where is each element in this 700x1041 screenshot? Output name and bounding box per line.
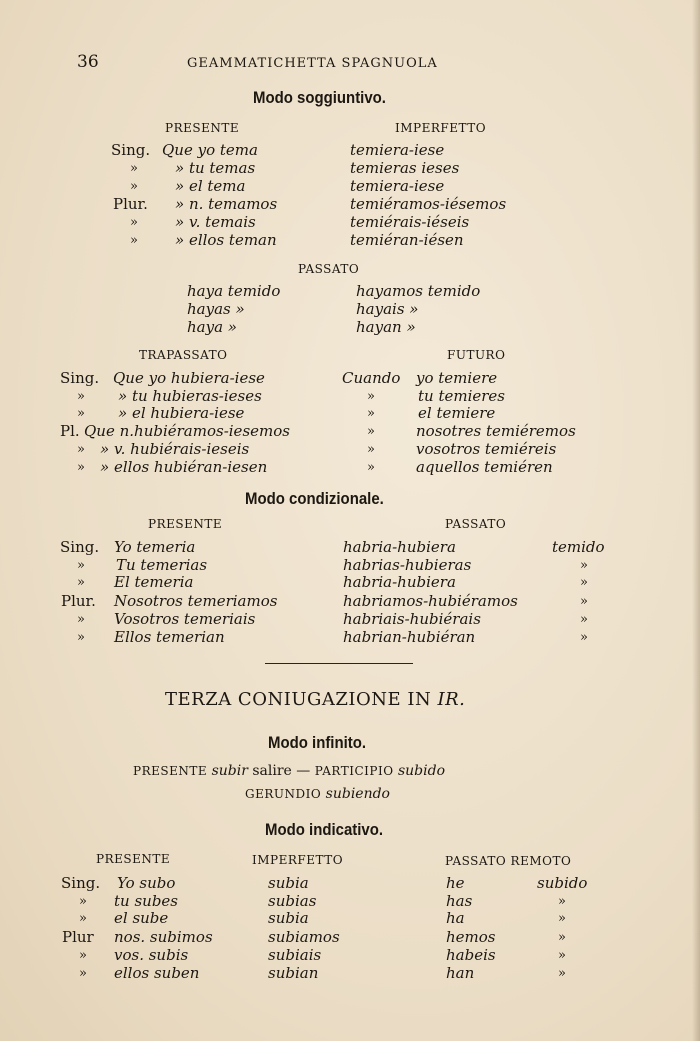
soggiuntivo-heading: Modo soggiuntivo. xyxy=(253,88,386,107)
passato-left: haya » xyxy=(187,318,237,336)
row-presente: el sube xyxy=(114,909,169,927)
condizionale-passato-label: PASSATO xyxy=(445,517,507,531)
running-title: GEAMMATICHETTA SPAGNUOLA xyxy=(187,56,438,71)
row-mark: » xyxy=(130,233,138,248)
row-end: » xyxy=(580,630,588,645)
soggiuntivo-imperfetto-label: IMPERFETTO xyxy=(395,121,487,135)
row-presente: nos. subimos xyxy=(114,928,213,946)
row-end: » xyxy=(580,575,588,590)
row-mark: Plur xyxy=(62,928,94,946)
infinito-line xyxy=(133,763,445,779)
infinito-heading: Modo infinito. xyxy=(268,733,367,752)
row-mark: Sing. xyxy=(61,874,101,892)
row-mark: » xyxy=(77,406,85,421)
presente-label: PRESENTE xyxy=(133,764,208,778)
futuro-label: FUTURO xyxy=(447,348,506,362)
row-mark: Sing. xyxy=(111,141,151,159)
row-imperfetto: subiais xyxy=(268,946,322,964)
row-end: » xyxy=(580,594,588,609)
section-divider xyxy=(265,663,413,664)
row-aux: han xyxy=(446,964,475,982)
condizionale-participle: temido xyxy=(552,538,605,556)
page-number: 36 xyxy=(77,52,99,72)
row-mark: » xyxy=(79,948,87,963)
row-text: » n. temamos xyxy=(175,195,278,213)
row-text: nosotres temiéremos xyxy=(416,422,576,440)
gerundio-word: subiendo xyxy=(325,786,390,802)
row-mark: » xyxy=(77,630,85,645)
row-imperfetto: temiérais-iéseis xyxy=(350,213,470,231)
row-mark: » xyxy=(367,389,375,404)
row-end: » xyxy=(558,894,566,909)
row-aux: ha xyxy=(446,909,465,927)
row-imperfetto: subias xyxy=(268,892,317,910)
row-imperfetto: temiéran-iésen xyxy=(350,231,464,249)
row-mark: » xyxy=(77,558,85,573)
row-imperfetto: subiamos xyxy=(268,928,340,946)
presente-meaning: salire — xyxy=(252,763,311,779)
row-presente: Yo subo xyxy=(117,874,176,892)
row-mark: » xyxy=(77,575,85,590)
row-end: » xyxy=(558,948,566,963)
row-text: aquellos temiéren xyxy=(416,458,553,476)
row-aux: habeis xyxy=(446,946,496,964)
row-imperfetto: temiera-iese xyxy=(350,141,445,159)
row-passato: habria-hubiera xyxy=(343,573,456,591)
row-aux: hemos xyxy=(446,928,496,946)
participio-label: PARTICIPIO xyxy=(314,764,394,778)
row-aux: he xyxy=(446,874,465,892)
row-mark: Pl. xyxy=(60,422,80,440)
page-edge-shadow xyxy=(692,0,700,1041)
participio-word: subido xyxy=(397,763,446,779)
passato-left: haya temido xyxy=(187,282,281,300)
row-presente: tu subes xyxy=(114,892,178,910)
row-text: » tu temas xyxy=(175,159,256,177)
row-text: » v. hubiérais-ieseis xyxy=(100,440,250,458)
row-end: » xyxy=(580,558,588,573)
row-end: » xyxy=(580,612,588,627)
row-text: Nosotros temeriamos xyxy=(114,592,278,610)
row-mark: » xyxy=(79,911,87,926)
row-aux: has xyxy=(446,892,473,910)
passato-right: hayais » xyxy=(356,300,419,318)
row-imperfetto: subia xyxy=(268,909,309,927)
row-mark: » xyxy=(367,424,375,439)
row-mark: Sing. xyxy=(60,369,100,387)
row-text: » ellos teman xyxy=(175,231,277,249)
passato-left: hayas » xyxy=(187,300,245,318)
condizionale-heading: Modo condizionale. xyxy=(245,489,384,508)
row-text: » el hubiera-iese xyxy=(118,404,245,422)
row-mark: » xyxy=(130,161,138,176)
row-passato: habrian-hubiéran xyxy=(343,628,476,646)
col-passato-label: PASSATO REMOTO xyxy=(445,854,572,868)
indicativo-participle: subido xyxy=(537,874,588,892)
row-text: Tu temerias xyxy=(116,556,208,574)
row-mark: » xyxy=(79,894,87,909)
row-mark: » xyxy=(77,612,85,627)
col-imperfetto-label: IMPERFETTO xyxy=(252,853,344,867)
indicativo-heading: Modo indicativo. xyxy=(265,820,384,839)
row-imperfetto: subian xyxy=(268,964,319,982)
row-text: » tu hubieras-ieses xyxy=(118,387,262,405)
row-passato: habria-hubiera xyxy=(343,538,456,556)
row-text: Que yo tema xyxy=(162,141,258,159)
row-end: » xyxy=(558,966,566,981)
gerundio-label: GERUNDIO xyxy=(245,787,322,801)
soggiuntivo-passato-label: PASSATO xyxy=(298,262,360,276)
row-mark: » xyxy=(77,442,85,457)
row-mark: Plur. xyxy=(61,592,96,610)
row-mark: Sing. xyxy=(60,538,100,556)
row-imperfetto: temiéramos-iésemos xyxy=(350,195,507,213)
terza-title-ir: IR. xyxy=(437,689,466,710)
trapassato-label: TRAPASSATO xyxy=(139,348,228,362)
row-text: Vosotros temeriais xyxy=(114,610,256,628)
row-mark: Cuando xyxy=(342,369,401,387)
row-mark: » xyxy=(130,179,138,194)
row-mark: Plur. xyxy=(113,195,148,213)
row-text: » ellos hubiéran-iesen xyxy=(100,458,268,476)
row-end: » xyxy=(558,911,566,926)
row-text: el temiere xyxy=(418,404,496,422)
condizionale-presente-label: PRESENTE xyxy=(148,517,223,531)
row-mark: » xyxy=(130,215,138,230)
col-presente-label: PRESENTE xyxy=(96,852,171,866)
terza-title xyxy=(165,689,465,710)
terza-title-main: TERZA CONIUGAZIONE IN xyxy=(165,689,432,710)
row-passato: habriais-hubiérais xyxy=(343,610,481,628)
presente-word: subir xyxy=(211,763,248,779)
row-imperfetto: subia xyxy=(268,874,309,892)
row-mark: » xyxy=(79,966,87,981)
row-mark: » xyxy=(77,460,85,475)
row-text: vosotros temiéreis xyxy=(416,440,557,458)
row-passato: habriamos-hubiéramos xyxy=(343,592,518,610)
row-text: yo temiere xyxy=(416,369,498,387)
soggiuntivo-presente-label: PRESENTE xyxy=(165,121,240,135)
row-imperfetto: temiera-iese xyxy=(350,177,445,195)
gerundio-line xyxy=(245,786,390,802)
row-text: » el tema xyxy=(175,177,246,195)
row-passato: habrias-hubieras xyxy=(343,556,472,574)
passato-right: hayan » xyxy=(356,318,416,336)
row-mark: » xyxy=(367,460,375,475)
row-text: Que yo hubiera-iese xyxy=(113,369,265,387)
row-imperfetto: temieras ieses xyxy=(350,159,460,177)
row-text: » v. temais xyxy=(175,213,256,231)
row-text: tu temieres xyxy=(418,387,506,405)
passato-right: hayamos temido xyxy=(356,282,481,300)
row-presente: ellos suben xyxy=(114,964,200,982)
row-mark: » xyxy=(367,442,375,457)
row-mark: » xyxy=(367,406,375,421)
row-text: El temeria xyxy=(114,573,194,591)
row-text: Ellos temerian xyxy=(114,628,225,646)
row-presente: vos. subis xyxy=(114,946,189,964)
row-text: Yo temeria xyxy=(114,538,196,556)
row-mark: » xyxy=(77,389,85,404)
row-end: » xyxy=(558,930,566,945)
row-text: Que n.hubiéramos-iesemos xyxy=(84,422,290,440)
